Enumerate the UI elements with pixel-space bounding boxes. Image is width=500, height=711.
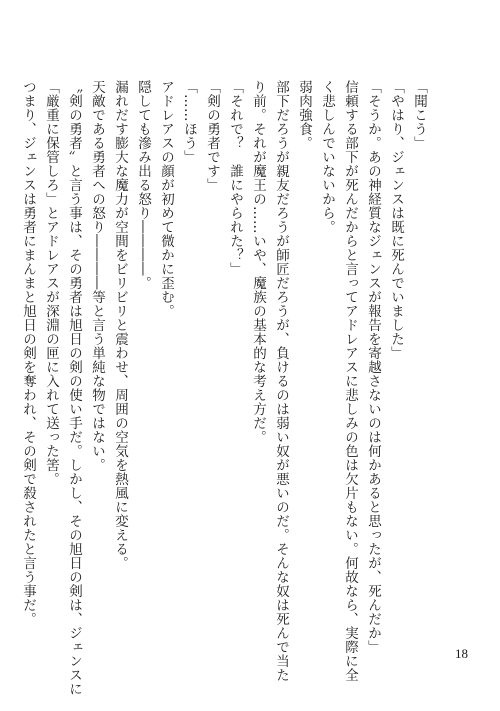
text-line: 漏れだす膨大な魔力が空間をビリビリと震わせ、周囲の空気を熱風に変える。 xyxy=(112,80,128,570)
text-line: 隠しても滲み出る怒り――――。 xyxy=(135,80,151,290)
vertical-text-body xyxy=(16,80,430,696)
page-number: 18 xyxy=(455,646,468,661)
text-line: 弱肉強食。 xyxy=(296,80,312,150)
text-line: 「それで？ 誰にやられた？」 xyxy=(227,80,243,276)
text-line: 「やはり、ジェンスは既に死んでいました」 xyxy=(388,80,404,360)
text-line: アドレアスの顔が初めて微かに歪む。 xyxy=(158,80,174,318)
text-line: 「そうか。あの神経質なジェンスが報告を寄越さないのは何かあると思ったが、死んだか」 xyxy=(365,80,381,654)
text-line: 天敵である勇者への怒り――――等と言う単純な物ではない。 xyxy=(89,80,105,472)
text-line: 「聞こう」 xyxy=(411,80,427,150)
text-line: 部下だろうが親友だろうが師匠だろうが、負けるのは弱い奴が悪いのだ。そんな奴は死んで当た xyxy=(273,80,289,682)
text-line: 「剣の勇者です」 xyxy=(204,80,220,192)
text-line: 「厳重に保管しろ」とアドレアスが深淵の匣に入れて送った筈。 xyxy=(43,80,59,486)
text-line: 「……ほう」 xyxy=(181,80,197,164)
text-line: り前。それが魔王の……いや、魔族の基本的な考え方だ。 xyxy=(250,80,266,444)
text-line: 信頼する部下が死んだからと言ってアドレアスに悲しみの色は欠片もない。何故なら、実際に全 xyxy=(342,80,358,682)
text-line: く悲しんでいないから。 xyxy=(319,80,335,234)
text-line: つまり、ジェンスは勇者にまんまと旭日の剣を奪われ、その剣で殺されたと言う事だ。 xyxy=(20,80,36,626)
text-line: 〝剣の勇者〟と言う事は、その勇者は旭日の剣の使い手だ。しかし、その旭日の剣は、ジェンスに xyxy=(66,80,82,696)
